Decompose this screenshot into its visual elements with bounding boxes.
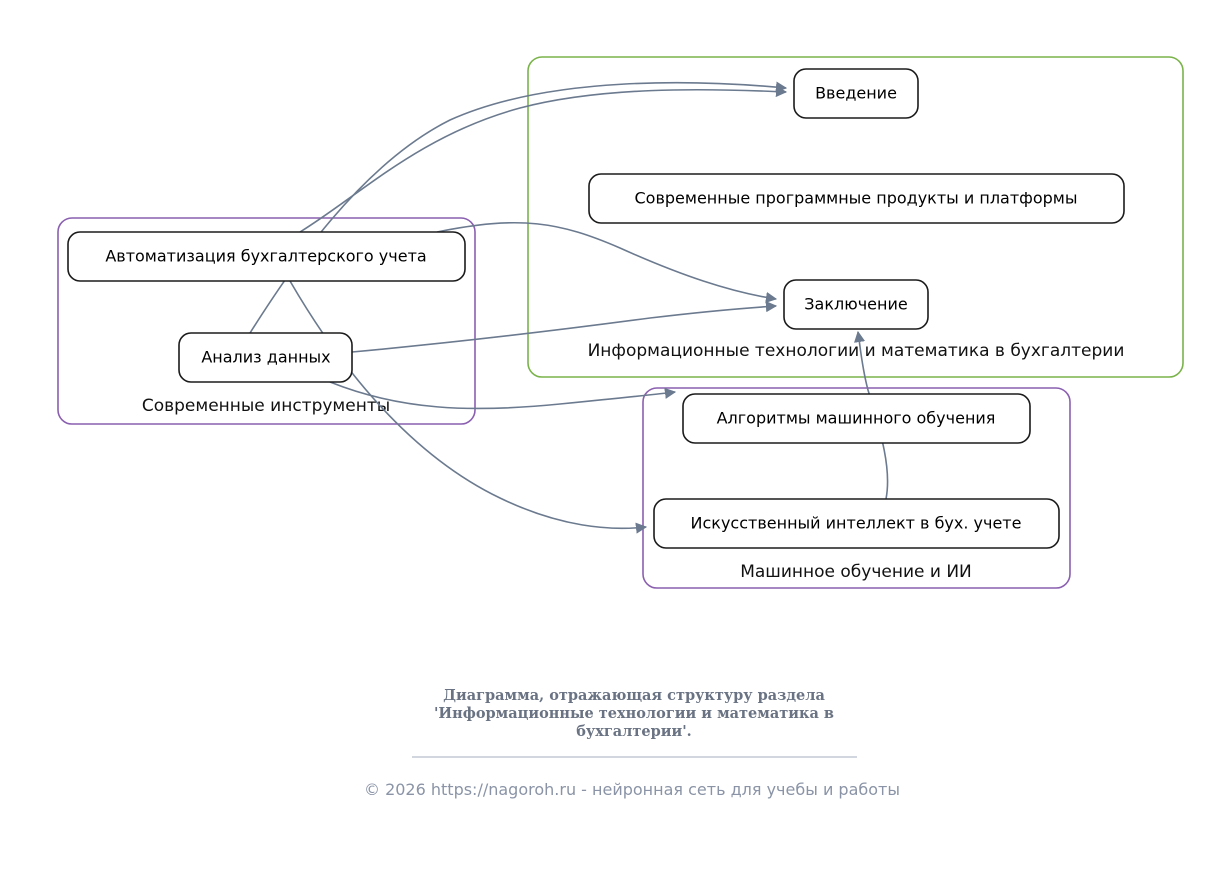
edge-avtomatizaciya-zaklyuchenie — [437, 223, 776, 299]
caption-line-1: Диаграмма, отражающая структуру раздела — [443, 687, 825, 704]
cluster-ml-ai-label: Машинное обучение и ИИ — [740, 562, 972, 582]
caption-line-2: 'Информационные технологии и математика в — [433, 705, 835, 722]
node-vvedenie-label: Введение — [815, 83, 897, 103]
cluster-it-math-label: Информационные технологии и математика в бухгалтерии — [587, 341, 1125, 361]
caption-line-3: бухгалтерии'. — [576, 723, 692, 740]
node-ii-v-buh-uchete-label: Искусственный интеллект в бух. учете — [690, 513, 1022, 533]
cluster-modern-tools-label: Современные инструменты — [141, 396, 391, 416]
node-algoritmy-mo-label: Алгоритмы машинного обучения — [716, 408, 996, 428]
node-avtomatizaciya[interactable] — [68, 232, 465, 281]
node-avtomatizaciya-label: Автоматизация бухгалтерского учета — [105, 246, 427, 266]
footer-label: © 2026 https://nagoroh.ru - нейронная сеть для учебы и работы — [363, 780, 901, 799]
node-zaklyuchenie[interactable] — [784, 280, 928, 329]
node-sovremennye-produkty-label: Современные программные продукты и платформы — [634, 188, 1078, 208]
footer — [364, 780, 900, 799]
node-algoritmy-mo[interactable] — [683, 394, 1030, 443]
node-vvedenie[interactable] — [794, 69, 918, 118]
node-ii-v-buh-uchete[interactable] — [654, 499, 1059, 548]
node-sovremennye-produkty[interactable] — [589, 174, 1124, 223]
node-zaklyuchenie-label: Заключение — [804, 294, 908, 314]
node-analiz-dannyh[interactable] — [179, 333, 352, 382]
node-analiz-dannyh-label: Анализ данных — [201, 347, 331, 367]
caption — [412, 687, 857, 757]
